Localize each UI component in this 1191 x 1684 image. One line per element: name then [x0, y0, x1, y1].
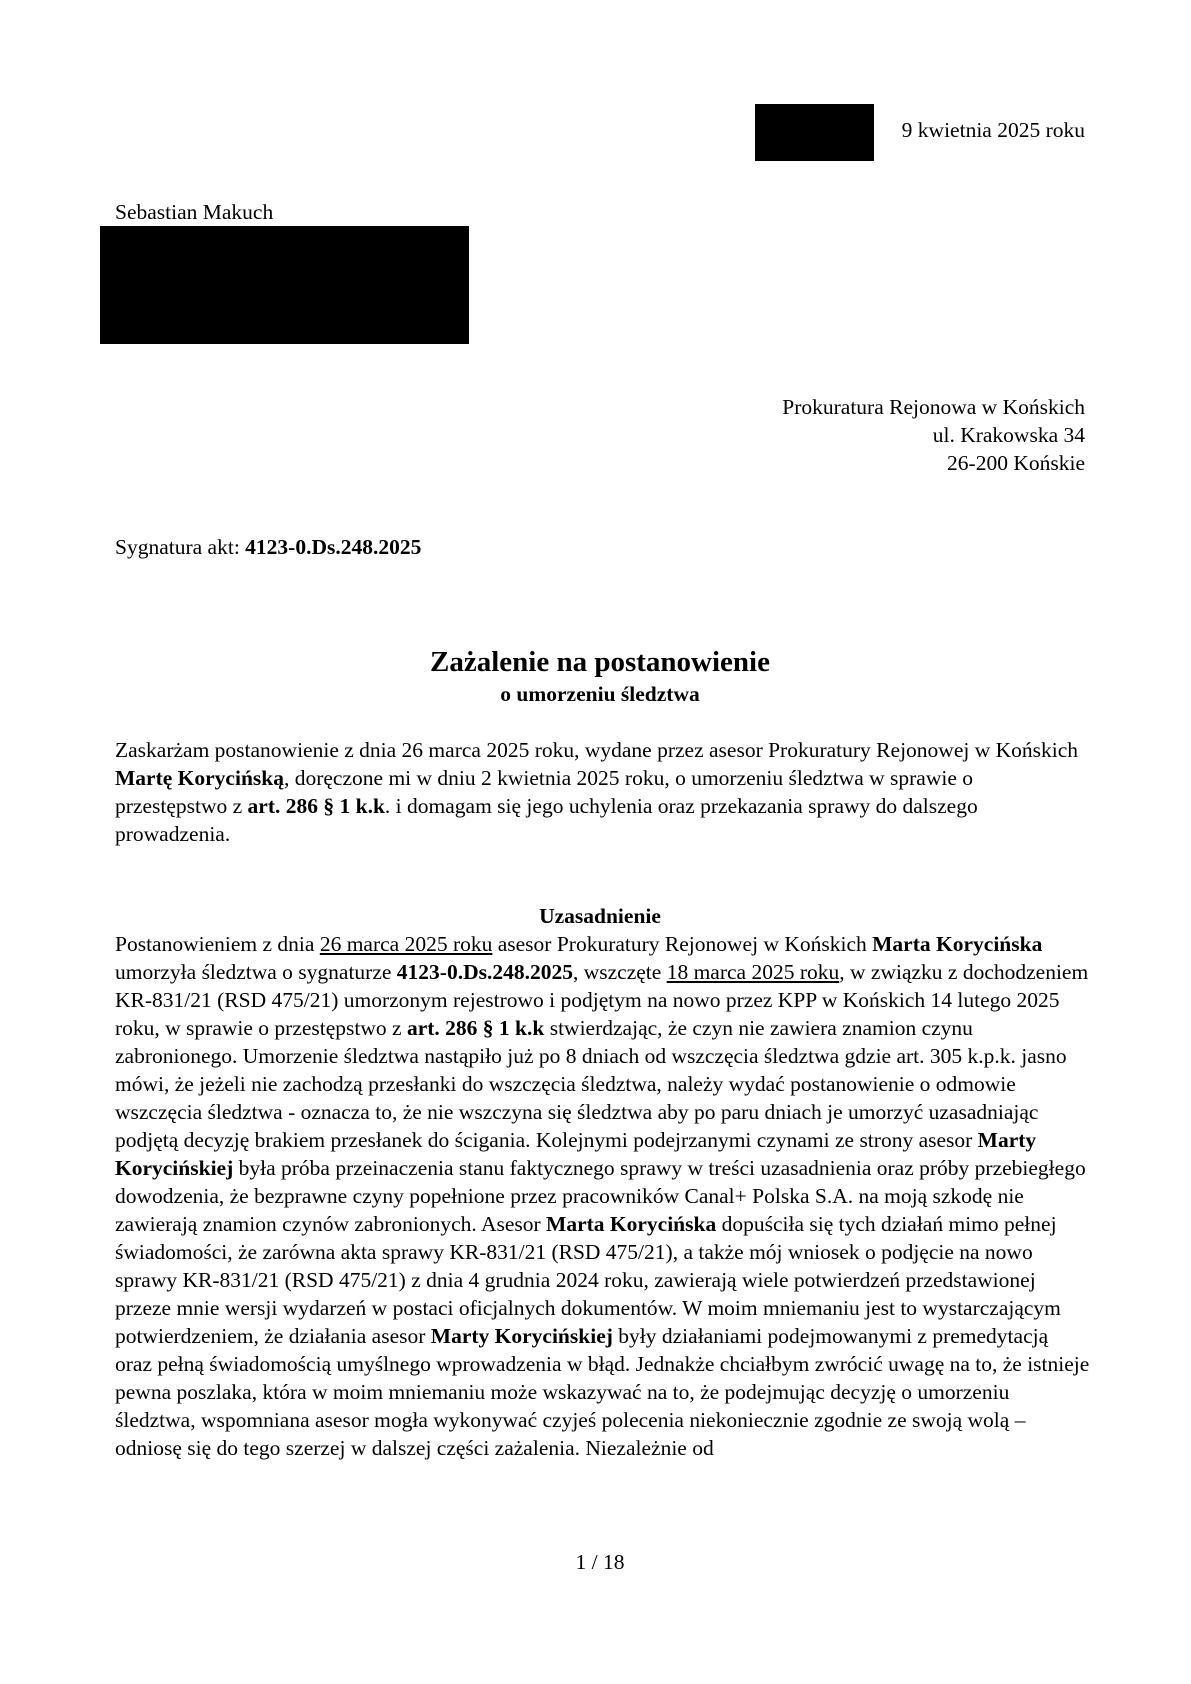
just-text-5: , w związku z dochodzeniem KR-831/21 (RSD 475/21) umorzonym rejestrowo i podjętym na nowo przez KPP w Końskich 14 lutego 2025 roku, w sprawie o przestępstwo z — [115, 960, 1089, 1040]
justification-paragraph — [115, 930, 1090, 1462]
just-text-6: stwierdzając, że czyn nie zawiera znamion czynu zabronionego. Umorzenie śledztwa nastąpiło już po 8 dniach od wszczęcia śledztwa gdzie art. 305 k.p.k. jasno mówi, że jeżeli nie zachodzą przesłanki do wszczęcia śledztwa, należy wydać postanowienie o odmowie wszczęcia śledztwa - oznacza to, że nie wszczyna się śledztwa aby po paru dniach je umorzyć uzasadniając podjętą decyzję brakiem przesłanek do ścigania. Kolejnymi podejrzanymi czynami ze strony asesor — [115, 1016, 1067, 1152]
document-date — [600, 116, 1085, 144]
date-text: 9 kwietnia 2025 roku — [901, 118, 1085, 142]
case-number: 4123-0.Ds.248.2025 — [245, 535, 422, 559]
redaction-block-address — [100, 226, 469, 344]
recipient-line-2: ul. Krakowska 34 — [932, 423, 1085, 447]
intro-text-2: , doręczone mi w dniu 2 kwietnia 2025 roku, o umorzeniu śledztwa w sprawie o przestępstwo z — [115, 766, 974, 818]
case-number-label: Sygnatura akt: — [115, 535, 240, 559]
intro-bold-name: Martę Korycińską — [115, 766, 284, 790]
just-text-1: Postanowieniem z dnia — [115, 932, 320, 956]
recipient-line-1: Prokuratura Rejonowa w Końskich — [782, 395, 1085, 419]
just-text-9: były działaniami podejmowanymi z premedytacją oraz pełną świadomością umyślnego wprowadzenia w błąd. Jednakże chciałbym zwrócić uwagę na to, że istnieje pewna poszlaka, która w moim mniemaniu może wskazywać na to, że podejmując decyzję o umorzeniu śledztwa, wspomniana asesor mogła wykonywać czyjeś polecenia niekoniecznie zgodnie ze swoją wolą – odniosę się do tego szerzej w dalszej części zażalenia. Niezależnie od — [115, 1324, 1090, 1460]
just-bold-article: art. 286 § 1 k.k — [406, 1016, 545, 1040]
page-number: 1 / 18 — [575, 1550, 625, 1574]
just-underline-date-2: 18 marca 2025 roku — [666, 960, 840, 984]
intro-text-1: Zaskarżam postanowienie z dnia 26 marca 2025 roku, wydane przez asesor Prokuratury Rejonowej w Końskich — [115, 738, 1079, 762]
just-text-4: , wszczęte — [572, 960, 667, 984]
sender-name: Sebastian Makuch — [115, 200, 274, 224]
just-text-3: umorzyła śledztwa o sygnaturze — [115, 960, 397, 984]
just-text-2: asesor Prokuratury Rejonowej w Końskich — [492, 932, 873, 956]
just-text-7: była próba przeinaczenia stanu faktycznego sprawy w treści uzasadnienia oraz próby przebiegłego dowodzenia, że bezprawne czyny popełnione przez pracowników Canal+ Polska S.A. na moją szkodę nie zawierają znamion czynów zabronionych. Asesor — [115, 1156, 1086, 1236]
case-number-line — [115, 533, 815, 561]
recipient-address — [600, 393, 1085, 477]
just-bold-name-2: Marty Korycińskiej — [115, 1128, 1037, 1180]
just-underline-date-1: 26 marca 2025 roku — [319, 932, 493, 956]
recipient-line-3: 26-200 Końskie — [947, 451, 1085, 475]
document-title: Zażalenie na postanowienie — [430, 646, 770, 678]
just-bold-name-3: Marta Korycińska — [546, 1212, 717, 1236]
document-subtitle: o umorzeniu śledztwa — [500, 682, 700, 706]
just-bold-name-4: Marty Korycińskiej — [430, 1324, 613, 1348]
just-text-8: dopuściła się tych działań mimo pełnej świadomości, że zarówna akta sprawy KR-831/21 (RSD 475/21), a także mój wniosek o podjęcie na nowo sprawy KR-831/21 (RSD 475/21) z dnia 4 grudnia 2024 roku, zawierają wiele potwierdzeń przedstawionej przeze mnie wersji wydarzeń w postaci oficjalnych dokumentów. W moim mniemaniu jest to wystarczającym potwierdzeniem, że działania asesor — [115, 1212, 1061, 1348]
justification-heading: Uzasadnienie — [539, 904, 661, 928]
intro-text-3: . i domagam się jego uchylenia oraz przekazania sprawy do dalszego prowadzenia. — [115, 794, 978, 846]
just-bold-name-1: Marta Korycińska — [872, 932, 1043, 956]
intro-paragraph — [115, 736, 1083, 848]
intro-bold-article: art. 286 § 1 k.k — [247, 794, 385, 818]
just-bold-case: 4123-0.Ds.248.2025 — [396, 960, 573, 984]
